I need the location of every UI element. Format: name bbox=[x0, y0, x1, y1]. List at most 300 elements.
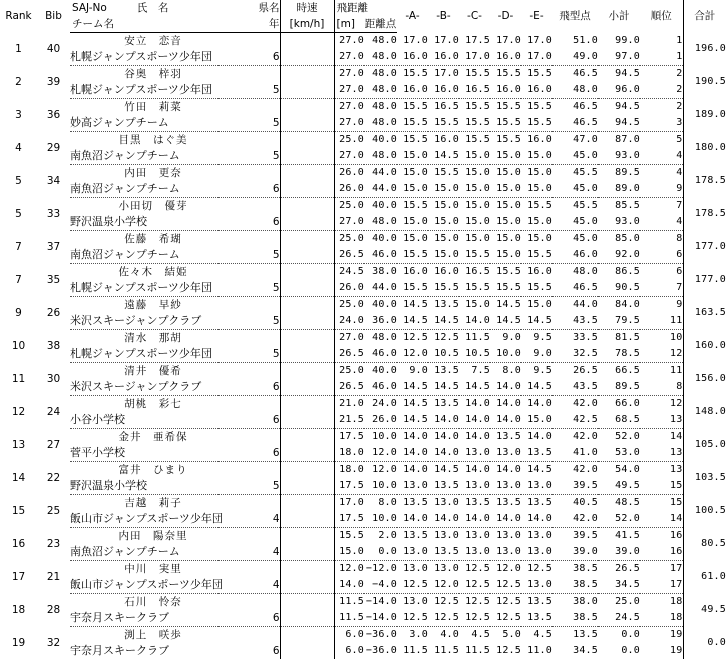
subtotal-cell: 99.0 bbox=[598, 33, 640, 50]
place-cell: 2 bbox=[640, 99, 683, 116]
header-grade: 年 bbox=[218, 16, 280, 33]
judge-d-cell: 15.5 bbox=[490, 280, 521, 297]
header-distance-points: 距離点 bbox=[364, 16, 397, 33]
team-name: 南魚沼ジャンプチーム bbox=[70, 544, 218, 561]
judge-c-cell: 15.0 bbox=[459, 198, 490, 215]
judge-c-cell: 15.5 bbox=[459, 66, 490, 83]
judge-c-cell: 15.5 bbox=[459, 115, 490, 132]
judge-d-cell: 14.0 bbox=[490, 412, 521, 429]
judge-e-cell: 13.0 bbox=[521, 544, 552, 561]
distance-points-cell: −14.0 bbox=[364, 610, 397, 627]
judge-c-cell: 13.0 bbox=[459, 478, 490, 495]
distance-points-cell: 8.0 bbox=[364, 495, 397, 512]
team-name: 札幌ジャンプスポーツ少年団 bbox=[70, 49, 218, 66]
style-points-cell: 33.5 bbox=[552, 330, 598, 347]
place-cell: 2 bbox=[640, 66, 683, 83]
judge-c-cell: 15.0 bbox=[459, 181, 490, 198]
distance-points-cell: 24.0 bbox=[364, 396, 397, 413]
distance-cell: 27.0 bbox=[334, 148, 364, 165]
judge-d-cell: 15.5 bbox=[490, 264, 521, 281]
table-row bbox=[0, 82, 726, 99]
rank-cell: 2 bbox=[0, 66, 37, 99]
rank-cell: 3 bbox=[0, 99, 37, 132]
distance-cell: 21.0 bbox=[334, 396, 364, 413]
table-row bbox=[0, 231, 726, 248]
speed-cell bbox=[280, 165, 334, 182]
judge-d-cell: 12.5 bbox=[490, 577, 521, 594]
speed-cell bbox=[280, 643, 334, 659]
place-cell: 6 bbox=[640, 264, 683, 281]
style-points-cell: 46.5 bbox=[552, 66, 598, 83]
judge-a-cell: 9.0 bbox=[397, 363, 428, 380]
judge-e-cell: 14.0 bbox=[521, 396, 552, 413]
place-cell: 19 bbox=[640, 627, 683, 644]
judge-e-cell: 16.0 bbox=[521, 264, 552, 281]
judge-d-cell: 15.0 bbox=[490, 247, 521, 264]
judge-a-cell: 14.0 bbox=[397, 429, 428, 446]
athlete-name-text: 佐々木 結姫 bbox=[101, 264, 188, 280]
table-row bbox=[0, 528, 726, 545]
style-points-cell: 48.0 bbox=[552, 82, 598, 99]
athlete-name bbox=[70, 363, 218, 380]
athlete-name-text: 小田切 優芽 bbox=[101, 198, 188, 214]
judge-d-cell: 14.0 bbox=[490, 462, 521, 479]
header-distance: 飛距離 bbox=[334, 0, 397, 16]
distance-points-cell: 10.0 bbox=[364, 429, 397, 446]
judge-e-cell: 15.0 bbox=[521, 412, 552, 429]
subtotal-cell: 84.0 bbox=[598, 297, 640, 314]
judge-a-cell: 15.0 bbox=[397, 231, 428, 248]
judge-e-cell: 14.5 bbox=[521, 379, 552, 396]
distance-points-cell: 48.0 bbox=[364, 330, 397, 347]
style-points-cell: 38.0 bbox=[552, 594, 598, 611]
judge-d-cell: 13.5 bbox=[490, 495, 521, 512]
distance-points-cell: −36.0 bbox=[364, 627, 397, 644]
total-cell: 105.0 bbox=[683, 429, 726, 462]
speed-cell bbox=[280, 330, 334, 347]
total-cell: 156.0 bbox=[683, 363, 726, 396]
distance-points-cell: 12.0 bbox=[364, 462, 397, 479]
judge-c-cell: 4.5 bbox=[459, 627, 490, 644]
judge-c-cell: 12.5 bbox=[459, 610, 490, 627]
bib-cell: 22 bbox=[37, 462, 70, 495]
header-saj-no bbox=[70, 0, 218, 16]
speed-cell bbox=[280, 99, 334, 116]
team-name: 南魚沼ジャンプチーム bbox=[70, 181, 218, 198]
judge-e-cell: 13.0 bbox=[521, 528, 552, 545]
table-row bbox=[0, 643, 726, 659]
athlete-name bbox=[70, 66, 218, 83]
judge-b-cell: 14.5 bbox=[428, 148, 459, 165]
place-cell: 10 bbox=[640, 330, 683, 347]
grade-cell: 4 bbox=[218, 511, 280, 528]
judge-d-cell: 9.0 bbox=[490, 330, 521, 347]
judge-d-cell: 15.5 bbox=[490, 115, 521, 132]
judge-c-cell: 13.5 bbox=[459, 495, 490, 512]
pref-cell bbox=[218, 429, 280, 446]
judge-e-cell: 14.0 bbox=[521, 429, 552, 446]
header-bib: Bib bbox=[37, 0, 70, 33]
subtotal-cell: 48.5 bbox=[598, 495, 640, 512]
table-row bbox=[0, 577, 726, 594]
speed-cell bbox=[280, 544, 334, 561]
judge-a-cell: 15.0 bbox=[397, 214, 428, 231]
grade-cell: 6 bbox=[218, 610, 280, 627]
place-cell: 9 bbox=[640, 181, 683, 198]
athlete-name-text: 谷奥 梓羽 bbox=[106, 66, 182, 82]
judge-a-cell: 12.5 bbox=[397, 330, 428, 347]
judge-d-cell: 15.0 bbox=[490, 165, 521, 182]
grade-cell: 6 bbox=[218, 445, 280, 462]
table-row bbox=[0, 264, 726, 281]
place-cell: 8 bbox=[640, 379, 683, 396]
distance-points-cell: 26.0 bbox=[364, 412, 397, 429]
place-cell: 13 bbox=[640, 462, 683, 479]
judge-d-cell: 13.0 bbox=[490, 528, 521, 545]
total-cell: 49.5 bbox=[683, 594, 726, 627]
judge-a-cell: 3.0 bbox=[397, 627, 428, 644]
athlete-name-text: 吉越 莉子 bbox=[106, 495, 182, 511]
table-row bbox=[0, 561, 726, 578]
bib-cell: 23 bbox=[37, 528, 70, 561]
place-cell: 1 bbox=[640, 49, 683, 66]
table-row bbox=[0, 478, 726, 495]
speed-cell bbox=[280, 49, 334, 66]
judge-a-cell: 12.5 bbox=[397, 577, 428, 594]
judge-c-cell: 17.5 bbox=[459, 33, 490, 50]
team-name: 米沢スキージャンプクラブ bbox=[70, 379, 218, 396]
judge-d-cell: 14.0 bbox=[490, 511, 521, 528]
subtotal-cell: 53.0 bbox=[598, 445, 640, 462]
athlete-name-text: 佐藤 希瑚 bbox=[106, 231, 182, 247]
speed-cell bbox=[280, 412, 334, 429]
bib-cell: 37 bbox=[37, 231, 70, 264]
pref-cell bbox=[218, 165, 280, 182]
judge-b-cell: 15.0 bbox=[428, 181, 459, 198]
distance-points-cell: 10.0 bbox=[364, 511, 397, 528]
judge-c-cell: 7.5 bbox=[459, 363, 490, 380]
judge-d-cell: 13.0 bbox=[490, 478, 521, 495]
judge-c-cell: 15.0 bbox=[459, 148, 490, 165]
style-points-cell: 42.0 bbox=[552, 511, 598, 528]
judge-e-cell: 15.5 bbox=[521, 280, 552, 297]
athlete-name bbox=[70, 594, 218, 611]
style-points-cell: 46.5 bbox=[552, 99, 598, 116]
table-row bbox=[0, 198, 726, 215]
judge-a-cell: 12.5 bbox=[397, 610, 428, 627]
table-row bbox=[0, 313, 726, 330]
judge-d-cell: 12.5 bbox=[490, 610, 521, 627]
team-name: 札幌ジャンプスポーツ少年団 bbox=[70, 82, 218, 99]
judge-c-cell: 14.0 bbox=[459, 412, 490, 429]
judge-d-cell: 15.0 bbox=[490, 181, 521, 198]
header-total: 合計 bbox=[683, 0, 726, 33]
athlete-name bbox=[70, 330, 218, 347]
style-points-cell: 43.5 bbox=[552, 379, 598, 396]
judge-c-cell: 16.5 bbox=[459, 82, 490, 99]
distance-cell: 26.5 bbox=[334, 379, 364, 396]
judge-c-cell: 13.0 bbox=[459, 528, 490, 545]
table-row bbox=[0, 610, 726, 627]
judge-a-cell: 13.0 bbox=[397, 594, 428, 611]
style-points-cell: 38.5 bbox=[552, 610, 598, 627]
place-cell: 2 bbox=[640, 82, 683, 99]
subtotal-cell: 92.0 bbox=[598, 247, 640, 264]
distance-points-cell: −14.0 bbox=[364, 594, 397, 611]
grade-cell: 5 bbox=[218, 115, 280, 132]
style-points-cell: 49.0 bbox=[552, 49, 598, 66]
athlete-name bbox=[70, 528, 218, 545]
distance-cell: 27.0 bbox=[334, 99, 364, 116]
distance-points-cell: 48.0 bbox=[364, 99, 397, 116]
judge-b-cell: 13.0 bbox=[428, 495, 459, 512]
style-points-cell: 39.5 bbox=[552, 528, 598, 545]
judge-b-cell: 14.0 bbox=[428, 429, 459, 446]
place-cell: 5 bbox=[640, 132, 683, 149]
place-cell: 4 bbox=[640, 148, 683, 165]
style-points-cell: 45.0 bbox=[552, 148, 598, 165]
judge-b-cell: 12.0 bbox=[428, 577, 459, 594]
judge-e-cell: 13.5 bbox=[521, 594, 552, 611]
table-row bbox=[0, 33, 726, 50]
speed-cell bbox=[280, 594, 334, 611]
judge-a-cell: 15.0 bbox=[397, 181, 428, 198]
distance-cell: 6.0 bbox=[334, 627, 364, 644]
distance-cell: 11.5 bbox=[334, 594, 364, 611]
style-points-cell: 45.5 bbox=[552, 165, 598, 182]
judge-e-cell: 13.0 bbox=[521, 577, 552, 594]
distance-cell: 17.5 bbox=[334, 511, 364, 528]
pref-cell bbox=[218, 561, 280, 578]
style-points-cell: 45.5 bbox=[552, 198, 598, 215]
judge-d-cell: 14.0 bbox=[490, 396, 521, 413]
distance-points-cell: 48.0 bbox=[364, 33, 397, 50]
table-row bbox=[0, 214, 726, 231]
grade-cell: 6 bbox=[218, 181, 280, 198]
athlete-name-text: 内田 陽奈里 bbox=[101, 528, 188, 544]
judge-d-cell: 17.0 bbox=[490, 33, 521, 50]
judge-b-cell: 17.0 bbox=[428, 33, 459, 50]
team-name: 宇奈月スキークラブ bbox=[70, 610, 218, 627]
judge-e-cell: 13.5 bbox=[521, 445, 552, 462]
header-place: 順位 bbox=[640, 0, 683, 33]
pref-cell bbox=[218, 297, 280, 314]
judge-a-cell: 14.5 bbox=[397, 412, 428, 429]
athlete-name-text: 安立 恋音 bbox=[106, 33, 182, 49]
athlete-name bbox=[70, 132, 218, 149]
distance-cell: 26.0 bbox=[334, 165, 364, 182]
speed-cell bbox=[280, 33, 334, 50]
rank-cell: 18 bbox=[0, 594, 37, 627]
table-row bbox=[0, 330, 726, 347]
team-name: 妙高ジャンプチーム bbox=[70, 115, 218, 132]
judge-e-cell: 15.0 bbox=[521, 148, 552, 165]
style-points-cell: 40.5 bbox=[552, 495, 598, 512]
subtotal-cell: 54.0 bbox=[598, 462, 640, 479]
team-name: 菅平小学校 bbox=[70, 445, 218, 462]
distance-points-cell: 40.0 bbox=[364, 297, 397, 314]
distance-points-cell: 38.0 bbox=[364, 264, 397, 281]
subtotal-cell: 90.5 bbox=[598, 280, 640, 297]
subtotal-cell: 66.5 bbox=[598, 363, 640, 380]
distance-cell: 27.0 bbox=[334, 49, 364, 66]
total-cell: 178.5 bbox=[683, 165, 726, 198]
judge-b-cell: 16.5 bbox=[428, 99, 459, 116]
subtotal-cell: 86.5 bbox=[598, 264, 640, 281]
subtotal-cell: 81.5 bbox=[598, 330, 640, 347]
judge-a-cell: 14.0 bbox=[397, 511, 428, 528]
bib-cell: 35 bbox=[37, 264, 70, 297]
distance-cell: 25.0 bbox=[334, 231, 364, 248]
subtotal-cell: 0.0 bbox=[598, 643, 640, 659]
rank-cell: 13 bbox=[0, 429, 37, 462]
table-row bbox=[0, 429, 726, 446]
table-row bbox=[0, 594, 726, 611]
subtotal-cell: 85.0 bbox=[598, 231, 640, 248]
judge-c-cell: 15.0 bbox=[459, 214, 490, 231]
subtotal-cell: 52.0 bbox=[598, 429, 640, 446]
distance-cell: 26.0 bbox=[334, 181, 364, 198]
speed-cell bbox=[280, 561, 334, 578]
table-row bbox=[0, 379, 726, 396]
header-subtotal: 小計 bbox=[598, 0, 640, 33]
place-cell: 16 bbox=[640, 544, 683, 561]
judge-a-cell: 15.0 bbox=[397, 148, 428, 165]
judge-b-cell: 13.5 bbox=[428, 297, 459, 314]
judge-b-cell: 16.0 bbox=[428, 49, 459, 66]
table-body bbox=[0, 33, 726, 659]
judge-c-cell: 16.5 bbox=[459, 264, 490, 281]
grade-cell: 5 bbox=[218, 82, 280, 99]
distance-points-cell: −4.0 bbox=[364, 577, 397, 594]
judge-d-cell: 8.0 bbox=[490, 363, 521, 380]
athlete-name bbox=[70, 495, 218, 512]
judge-b-cell: 15.0 bbox=[428, 247, 459, 264]
subtotal-cell: 93.0 bbox=[598, 148, 640, 165]
bib-cell: 38 bbox=[37, 330, 70, 363]
place-cell: 7 bbox=[640, 280, 683, 297]
judge-b-cell: 17.0 bbox=[428, 66, 459, 83]
subtotal-cell: 26.5 bbox=[598, 561, 640, 578]
table-row bbox=[0, 627, 726, 644]
judge-b-cell: 12.5 bbox=[428, 330, 459, 347]
subtotal-cell: 78.5 bbox=[598, 346, 640, 363]
athlete-name-text: 内田 更奈 bbox=[106, 165, 182, 181]
style-points-cell: 45.0 bbox=[552, 214, 598, 231]
distance-cell: 26.5 bbox=[334, 346, 364, 363]
total-cell: 196.0 bbox=[683, 33, 726, 66]
distance-cell: 17.5 bbox=[334, 429, 364, 446]
grade-cell: 6 bbox=[218, 214, 280, 231]
subtotal-cell: 34.5 bbox=[598, 577, 640, 594]
bib-cell: 33 bbox=[37, 198, 70, 231]
judge-e-cell: 13.5 bbox=[521, 610, 552, 627]
pref-cell bbox=[218, 594, 280, 611]
judge-d-cell: 15.0 bbox=[490, 214, 521, 231]
subtotal-cell: 94.5 bbox=[598, 99, 640, 116]
judge-d-cell: 12.5 bbox=[490, 594, 521, 611]
subtotal-cell: 39.0 bbox=[598, 544, 640, 561]
judge-e-cell: 15.5 bbox=[521, 115, 552, 132]
judge-b-cell: 14.0 bbox=[428, 445, 459, 462]
subtotal-cell: 89.5 bbox=[598, 379, 640, 396]
style-points-cell: 39.0 bbox=[552, 544, 598, 561]
judge-b-cell: 15.0 bbox=[428, 231, 459, 248]
judge-d-cell: 13.0 bbox=[490, 445, 521, 462]
judge-d-cell: 15.0 bbox=[490, 198, 521, 215]
judge-b-cell: 11.5 bbox=[428, 643, 459, 659]
style-points-cell: 46.0 bbox=[552, 247, 598, 264]
distance-cell: 27.0 bbox=[334, 66, 364, 83]
distance-cell: 24.0 bbox=[334, 313, 364, 330]
grade-cell: 4 bbox=[218, 577, 280, 594]
place-cell: 14 bbox=[640, 511, 683, 528]
speed-cell bbox=[280, 115, 334, 132]
judge-d-cell: 15.0 bbox=[490, 231, 521, 248]
grade-cell: 5 bbox=[218, 478, 280, 495]
speed-cell bbox=[280, 198, 334, 215]
speed-cell bbox=[280, 231, 334, 248]
athlete-name bbox=[70, 297, 218, 314]
subtotal-cell: 0.0 bbox=[598, 627, 640, 644]
table-row bbox=[0, 247, 726, 264]
judge-c-cell: 13.0 bbox=[459, 544, 490, 561]
style-points-cell: 32.5 bbox=[552, 346, 598, 363]
distance-points-cell: 46.0 bbox=[364, 247, 397, 264]
team-name: 南魚沼ジャンプチーム bbox=[70, 247, 218, 264]
speed-cell bbox=[280, 511, 334, 528]
place-cell: 6 bbox=[640, 247, 683, 264]
header-distance-unit bbox=[334, 16, 364, 33]
rank-cell: 16 bbox=[0, 528, 37, 561]
judge-e-cell: 17.0 bbox=[521, 33, 552, 50]
athlete-name-text: 清水 那胡 bbox=[106, 330, 182, 346]
judge-d-cell: 10.0 bbox=[490, 346, 521, 363]
rank-cell: 9 bbox=[0, 297, 37, 330]
judge-d-cell: 15.5 bbox=[490, 132, 521, 149]
judge-c-cell: 12.5 bbox=[459, 561, 490, 578]
judge-b-cell: 14.0 bbox=[428, 511, 459, 528]
judge-e-cell: 15.0 bbox=[521, 231, 552, 248]
athlete-name bbox=[70, 396, 218, 413]
distance-cell: 25.0 bbox=[334, 363, 364, 380]
rank-cell: 15 bbox=[0, 495, 37, 528]
judge-e-cell: 14.5 bbox=[521, 462, 552, 479]
judge-b-cell: 14.5 bbox=[428, 313, 459, 330]
subtotal-cell: 87.0 bbox=[598, 132, 640, 149]
judge-a-cell: 16.0 bbox=[397, 82, 428, 99]
total-cell: 180.0 bbox=[683, 132, 726, 165]
speed-cell bbox=[280, 313, 334, 330]
distance-cell: 15.5 bbox=[334, 528, 364, 545]
team-name: 札幌ジャンプスポーツ少年団 bbox=[70, 346, 218, 363]
distance-points-cell: 46.0 bbox=[364, 346, 397, 363]
header-team bbox=[70, 16, 218, 33]
bib-cell: 27 bbox=[37, 429, 70, 462]
style-points-cell: 46.5 bbox=[552, 280, 598, 297]
distance-cell: 12.0 bbox=[334, 561, 364, 578]
place-cell: 9 bbox=[640, 297, 683, 314]
speed-cell bbox=[280, 280, 334, 297]
grade-cell: 6 bbox=[218, 412, 280, 429]
judge-b-cell: 14.0 bbox=[428, 412, 459, 429]
table-row bbox=[0, 346, 726, 363]
judge-c-cell: 14.0 bbox=[459, 396, 490, 413]
total-cell: 160.0 bbox=[683, 330, 726, 363]
subtotal-cell: 85.5 bbox=[598, 198, 640, 215]
grade-cell: 6 bbox=[218, 49, 280, 66]
athlete-name bbox=[70, 429, 218, 446]
